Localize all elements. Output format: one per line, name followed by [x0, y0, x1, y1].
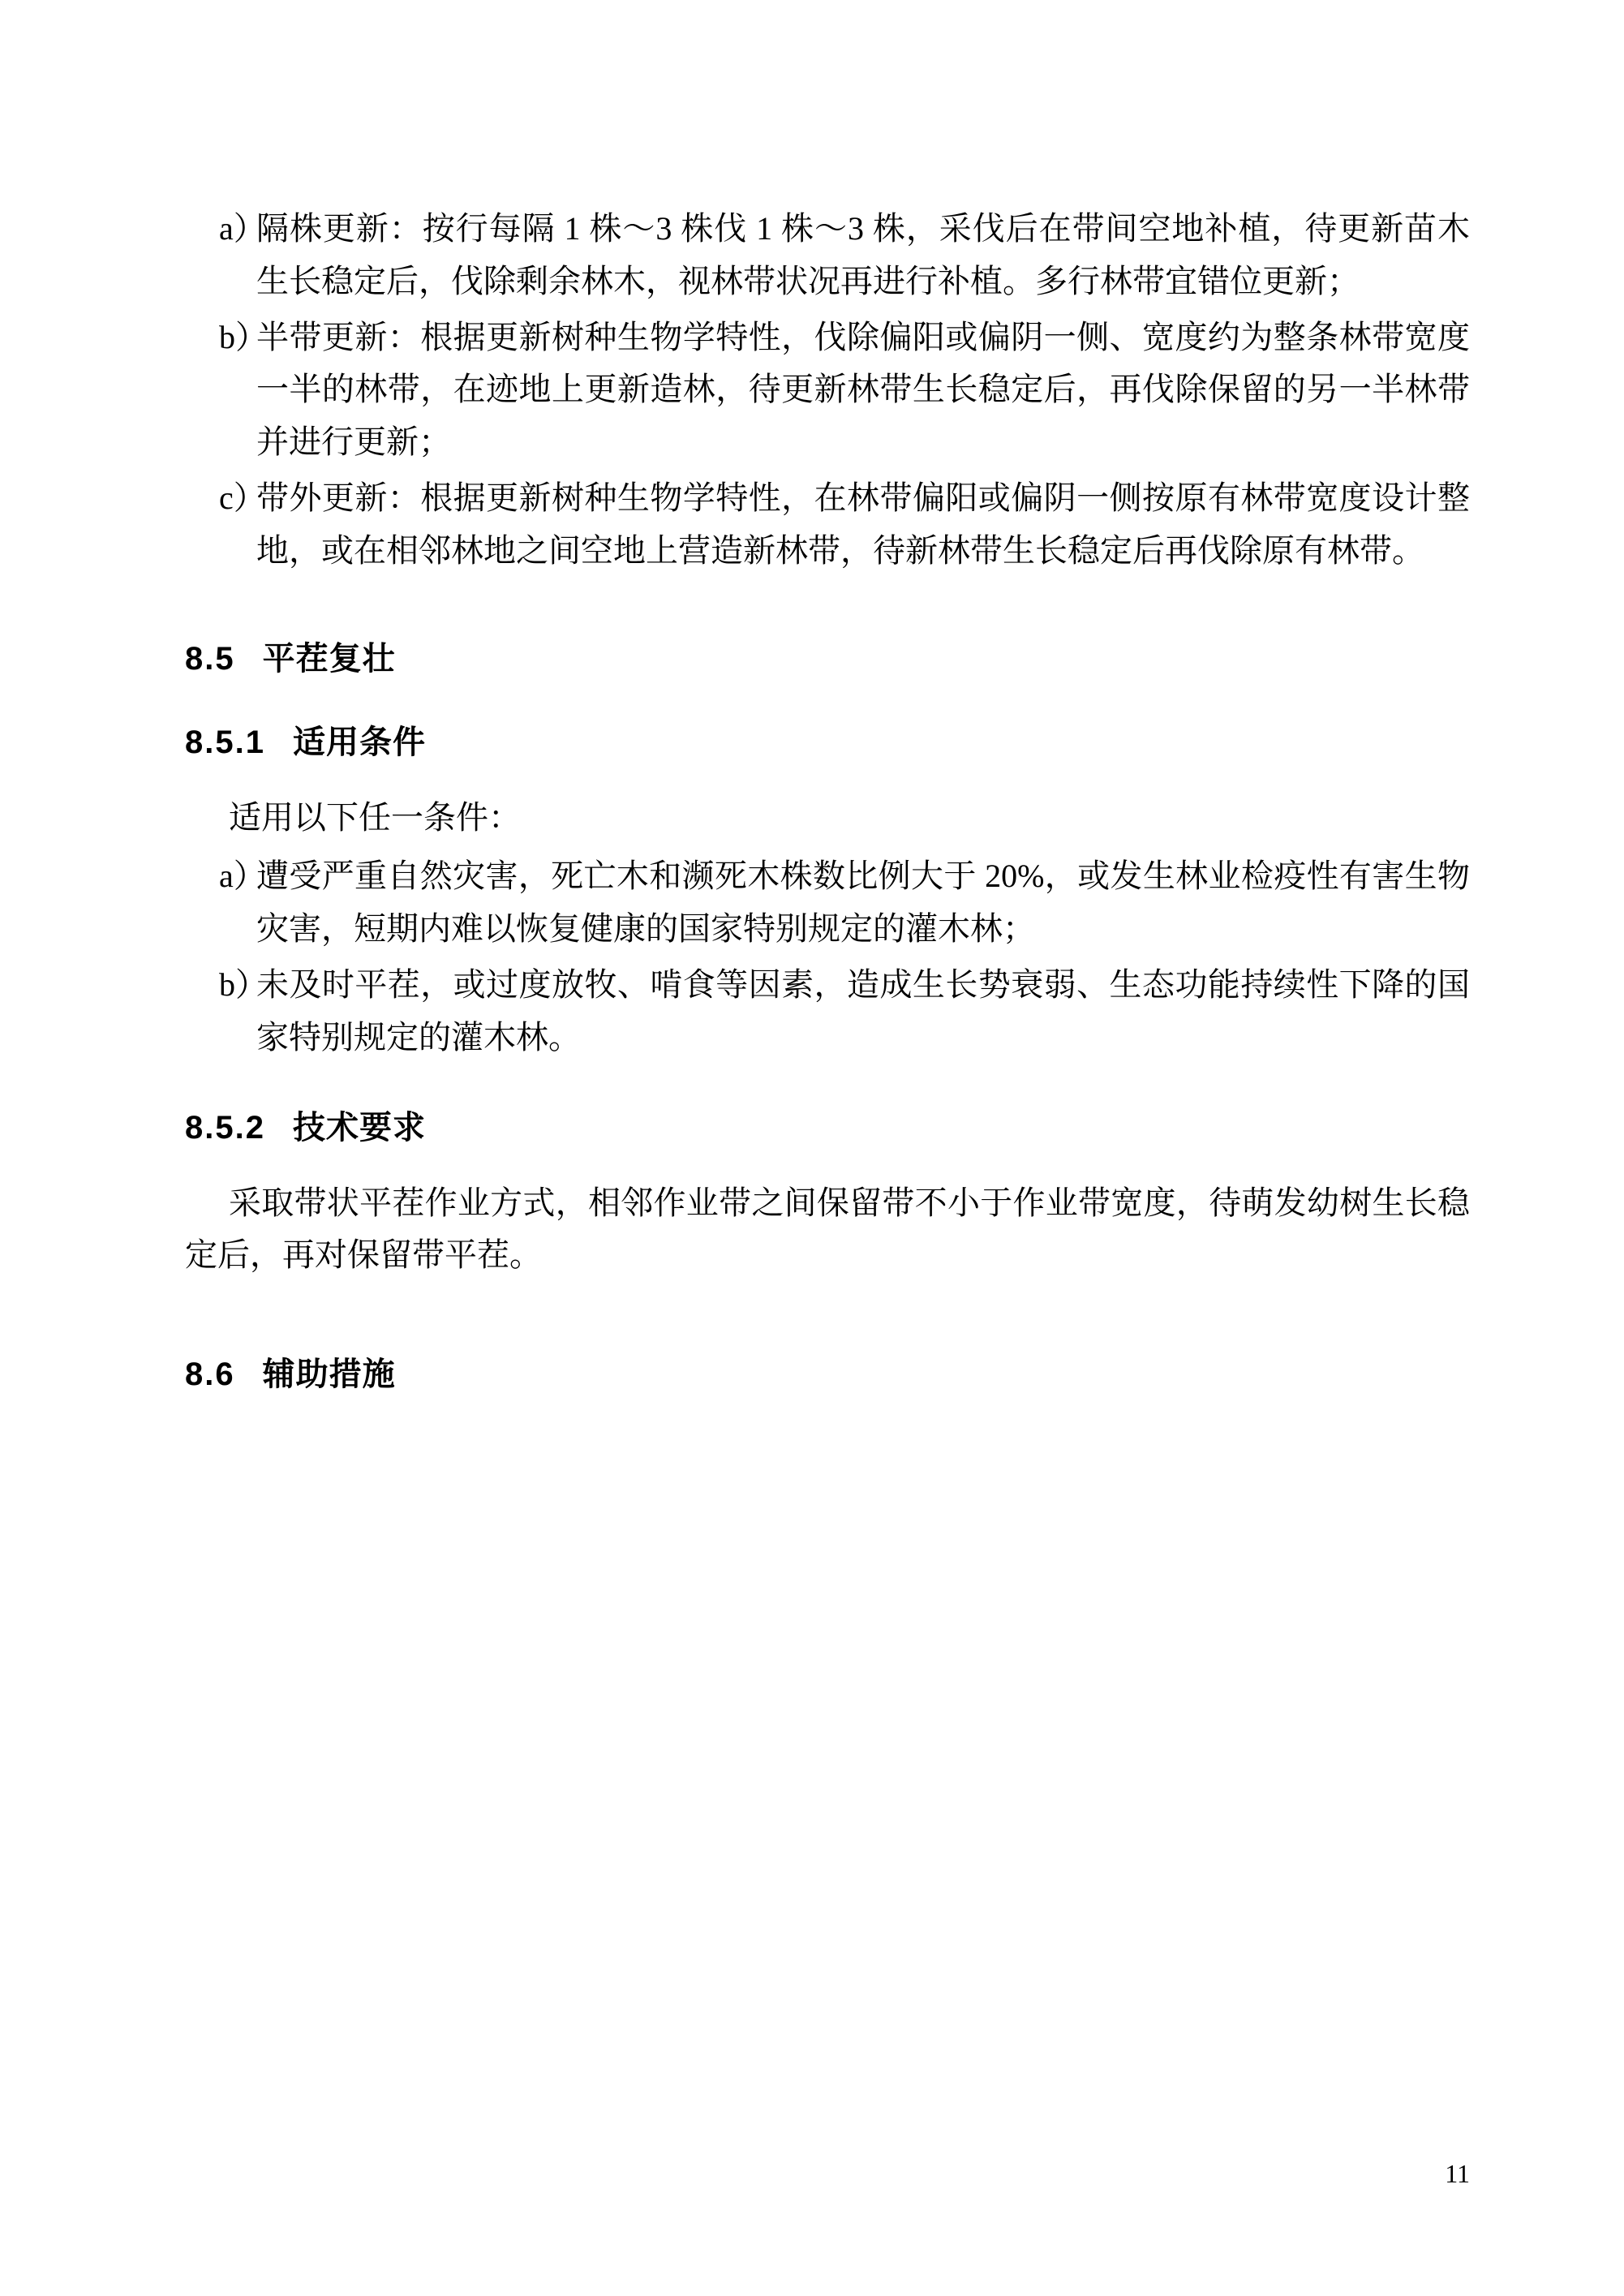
section-number: 8.5.1 — [185, 724, 265, 760]
list-item — [185, 203, 1470, 308]
ordered-list-applicable-conditions — [185, 850, 1470, 1064]
list-item-text: 未及时平茬，或过度放牧、啃食等因素，造成生长势衰弱、生态功能持续性下降的国家特别规定的灌木林。 — [256, 965, 1470, 1056]
section-851-intro: 适用以下任一条件： — [229, 798, 521, 836]
section-title: 适用条件 — [292, 724, 426, 760]
page-number: 11 — [1445, 2159, 1470, 2188]
section-heading-8-5-2 — [185, 1102, 1470, 1148]
list-item-marker: c） — [219, 479, 266, 516]
section-852-paragraph: 采取带状平茬作业方式，相邻作业带之间保留带不小于作业带宽度，待萌发幼树生长稳定后，再对保留带平茬。 — [185, 1184, 1470, 1274]
section-number: 8.6 — [185, 1357, 235, 1393]
section-number: 8.5.2 — [185, 1109, 265, 1146]
section-title: 平茬复壮 — [262, 640, 396, 677]
list-item-marker: b） — [219, 318, 268, 355]
section-title: 辅助措施 — [262, 1357, 396, 1393]
list-item-text: 半带更新：根据更新树种生物学特性，伐除偏阳或偏阴一侧、宽度约为整条林带宽度一半的林带，在迹地上更新造林，待更新林带生长稳定后，再伐除保留的另一半林带并进行更新； — [256, 318, 1470, 461]
list-item-marker: b） — [219, 965, 268, 1003]
section-heading-8-5 — [185, 633, 1470, 679]
list-item-marker: a） — [219, 210, 266, 247]
section-heading-8-5-1 — [185, 716, 1470, 763]
list-item-marker: a） — [219, 858, 266, 895]
section-title: 技术要求 — [292, 1109, 426, 1146]
section-number: 8.5 — [185, 640, 235, 677]
list-item-text: 带外更新：根据更新树种生物学特性，在林带偏阳或偏阴一侧按原有林带宽度设计整地，或在相邻林地之间空地上营造新林带，待新林带生长稳定后再伐除原有林带。 — [256, 479, 1470, 569]
list-item — [185, 850, 1470, 956]
list-item-text: 隔株更新：按行每隔 1 株～3 株伐 1 株～3 株，采伐后在带间空地补植，待更新苗木生长稳定后，伐除剩余林木，视林带状况再进行补植。多行林带宜错位更新； — [256, 210, 1470, 299]
list-item — [185, 959, 1470, 1064]
list-item-text: 遭受严重自然灾害，死亡木和濒死木株数比例大于 20%，或发生林业检疫性有害生物灾害，短期内难以恢复健康的国家特别规定的灌木林； — [256, 858, 1470, 948]
section-heading-8-6 — [185, 1348, 1470, 1395]
ordered-list-renewal-methods — [185, 203, 1470, 578]
list-item — [185, 312, 1470, 469]
list-item — [185, 472, 1470, 578]
